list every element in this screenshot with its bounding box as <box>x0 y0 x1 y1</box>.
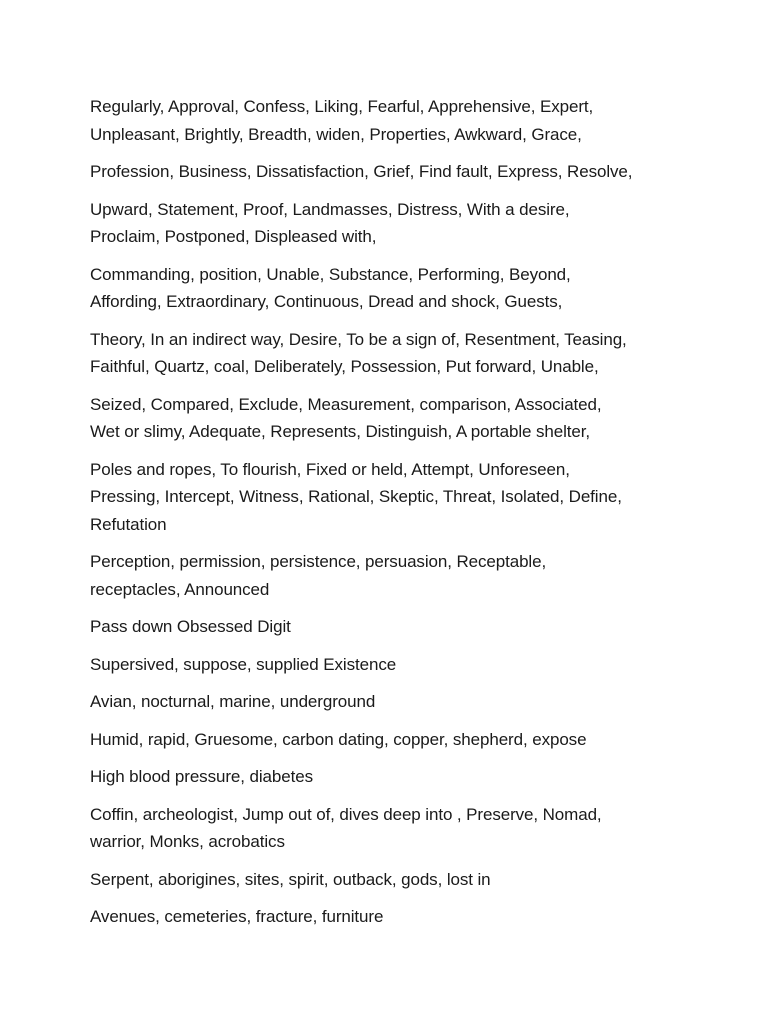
word-list-paragraph-7: Poles and ropes, To flourish, Fixed or held, Attempt, Unforeseen, Pressing, Intercept, Witness, Rational, Skeptic, Threat, Isolated, Define, Refutation <box>90 459 622 534</box>
word-list-paragraph-10: Supersived, suppose, supplied Existence <box>90 654 397 674</box>
word-list-paragraph-14: Coffin, archeologist, Jump out of, dives deep into , Preserve, Nomad, warrior, Monks, acrobatics <box>90 804 602 851</box>
word-list-paragraph-8: Perception, permission, persistence, persuasion, Receptable, receptacles, Announced <box>90 552 547 599</box>
word-list-paragraph-12: Humid, rapid, Gruesome, carbon dating, copper, shepherd, expose <box>90 729 587 749</box>
word-list-paragraph-3: Upward, Statement, Proof, Landmasses, Distress, With a desire, Proclaim, Postponed, Displeased with, <box>90 199 570 246</box>
word-list-paragraph-4: Commanding, position, Unable, Substance, Performing, Beyond, Affording, Extraordinary, Continuous, Dread and shock, Guests, <box>90 264 571 311</box>
word-list-paragraph-13: High blood pressure, diabetes <box>90 767 313 786</box>
word-list-paragraph-9: Pass down Obsessed Digit <box>90 617 291 636</box>
word-list-paragraph-16: Avenues, cemeteries, fracture, furniture <box>90 907 384 926</box>
word-list-paragraph-15: Serpent, aborigines, sites, spirit, outback, gods, lost in <box>90 869 491 889</box>
word-list-paragraph-5: Theory, In an indirect way, Desire, To be a sign of, Resentment, Teasing, Faithful, Quartz, coal, Deliberately, Possession, Put forward, Unable, <box>90 329 627 376</box>
word-list-paragraph-6: Seized, Compared, Exclude, Measurement, comparison, Associated, Wet or slimy, Adequate, Represents, Distinguish, A portable shelter, <box>90 394 602 441</box>
word-list-paragraph-2: Profession, Business, Dissatisfaction, Grief, Find fault, Express, Resolve, <box>90 162 633 181</box>
word-list-paragraph-11: Avian, nocturnal, marine, underground <box>90 692 376 711</box>
word-list-paragraph-1: Regularly, Approval, Confess, Liking, Fearful, Apprehensive, Expert, Unpleasant, Brightly, Breadth, widen, Properties, Awkward, Grace, <box>90 97 594 144</box>
